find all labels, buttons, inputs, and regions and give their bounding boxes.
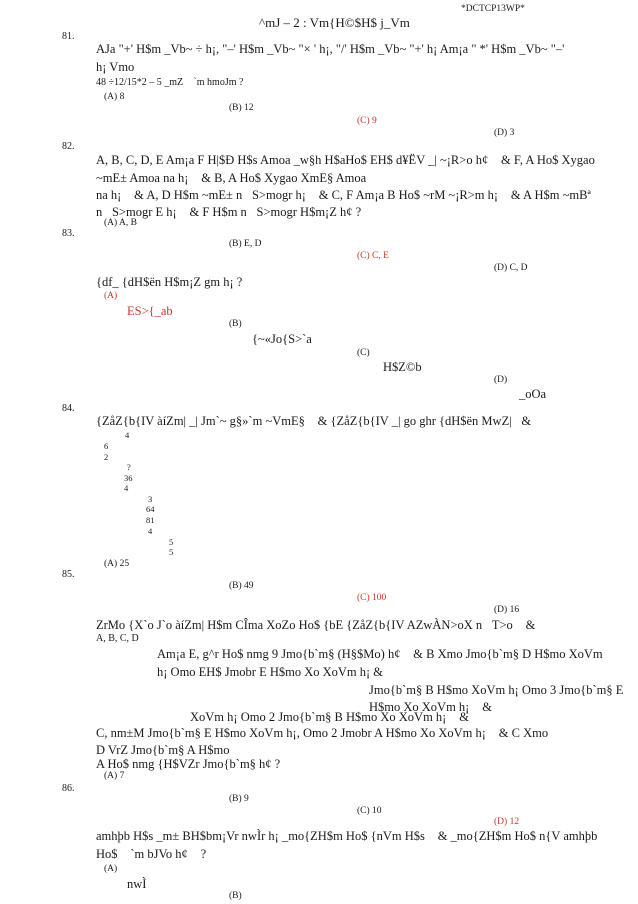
- question-text: h¡ Omo EH$ Jmobr E H$mo Xo XoVm h¡ &: [157, 665, 384, 679]
- figure-digit: ?: [127, 462, 131, 472]
- question-number: 85.: [62, 569, 75, 580]
- question-text: h¡ Vmo: [96, 60, 135, 74]
- option-d-label[interactable]: (D): [494, 375, 508, 385]
- figure-digit: 64: [146, 504, 155, 514]
- figure-digit: 5: [169, 547, 174, 557]
- question-text: A, B, C, D: [96, 633, 139, 644]
- figure-digit: 4: [124, 483, 129, 493]
- option-d[interactable]: (D) 3: [494, 128, 515, 138]
- page-title: ^mJ – 2 : Vm{H©$H$ j_Vm: [259, 15, 410, 30]
- question-text: Ho$  `m bJVo h¢  ?: [96, 847, 207, 861]
- option-a-label[interactable]: (A): [104, 291, 118, 301]
- option-c-label[interactable]: (C): [357, 348, 370, 358]
- option-a-text[interactable]: ES>{_ab: [127, 304, 173, 318]
- question-text: Am¡a E, g^r Ho$ nmg 9 Jmo{b`m§ (H§$Mo) h¢  & B Xmo Jmo{b`m§ D H$mo XoVm: [157, 647, 603, 661]
- question-text: C, nm±M Jmo{b`m§ E H$mo XoVm h¡, Omo 2 Jmobr A H$mo Xo XoVm h¡  & C Xmo: [96, 726, 549, 740]
- question-text: amhþb H$s _m± BH$bm¡Vr nwÌr h¡ _mo{ZH$m Ho$ {nVm H$s  & _mo{ZH$m Ho$ n{V amhþb: [96, 829, 598, 843]
- question-text: AJa "+' H$m _Vb~ ÷ h¡, "–' H$m _Vb~ "× ' h¡, "/' H$m _Vb~ "+' h¡ Am¡a " *' H$m _Vb~ "–': [96, 42, 565, 56]
- question-text: D VrZ Jmo{b`m§ A H$mo: [96, 743, 230, 757]
- question-text: {df_ {dH$ën H$m¡Z gm h¡ ?: [96, 275, 243, 289]
- option-b[interactable]: (B) E, D: [229, 239, 262, 249]
- figure-digit: 81: [146, 515, 155, 525]
- option-d[interactable]: (D) 16: [494, 605, 520, 615]
- option-b[interactable]: (B) 9: [229, 794, 249, 804]
- question-text: ZrMo {X`o J`o àíZm| H$m CÎma XoZo Ho$ {bE {ZåZ{b{IV AZwÀN>oX n T>o  &: [96, 618, 536, 632]
- option-c[interactable]: (C) 100: [357, 593, 387, 603]
- option-b[interactable]: (B) 12: [229, 103, 254, 113]
- question-text: A Ho$ nmg {H$VZr Jmo{b`m§ h¢ ?: [96, 757, 281, 771]
- question-text: n S>mogr E h¡  & F H$m n S>mogr H$m¡Z h¢ ?: [96, 205, 362, 219]
- option-c[interactable]: (C) 10: [357, 806, 382, 816]
- option-b-label[interactable]: (B): [229, 891, 242, 901]
- figure-digit: 3: [148, 494, 153, 504]
- option-b-text[interactable]: {~«Jo{S>`a: [252, 332, 312, 346]
- question-text: A, B, C, D, E Am¡a F H|$Ð H$s Amoa _w§h H$aHo$ EH$ d¥ËV _| ~¡R>o h¢  & F, A Ho$ Xygao: [96, 153, 595, 167]
- option-a[interactable]: (A) A, B: [104, 218, 137, 228]
- figure-digit: 2: [104, 452, 109, 462]
- question-text: Jmo{b`m§ B H$mo XoVm h¡ Omo 3 Jmo{b`m§ E: [369, 683, 624, 697]
- figure-digit: 5: [169, 537, 174, 547]
- question-number: 81.: [62, 31, 75, 42]
- question-text: XoVm h¡ Omo 2 Jmo{b`m§ B H$mo Xo XoVm h¡  &: [190, 710, 469, 724]
- question-text: H$mo Xo XoVm h¡  &: [369, 700, 492, 714]
- option-c[interactable]: (C) 9: [357, 116, 377, 126]
- booklet-code: *DCTCP13WP*: [461, 4, 525, 14]
- question-number: 83.: [62, 228, 75, 239]
- figure-digit: 6: [104, 441, 109, 451]
- option-a-label[interactable]: (A): [104, 864, 118, 874]
- option-a-text[interactable]: nwÌ: [127, 877, 147, 891]
- question-text: 48 ÷12/15*2 – 5 _mZ  `m hmoJm ?: [96, 77, 244, 88]
- option-b-label[interactable]: (B): [229, 319, 242, 329]
- question-text: ~mE± Amoa na h¡  & B, A Ho$ Xygao XmE§ Amoa: [96, 171, 367, 185]
- figure-digit: 36: [124, 473, 133, 483]
- option-a[interactable]: (A) 25: [104, 559, 130, 569]
- option-d-text[interactable]: _oOa: [519, 387, 547, 401]
- figure-digit: 4: [148, 526, 153, 536]
- option-a[interactable]: (A) 7: [104, 771, 125, 781]
- question-number: 82.: [62, 141, 75, 152]
- option-b[interactable]: (B) 49: [229, 581, 254, 591]
- option-a[interactable]: (A) 8: [104, 92, 125, 102]
- figure-digit: 4: [125, 430, 130, 440]
- option-c[interactable]: (C) C, E: [357, 251, 389, 261]
- question-text: na h¡  & A, D H$m ~mE± n S>mogr h¡  & C, F Am¡a B Ho$ ~rM ~¡R>m h¡  & A H$m ~mBª: [96, 188, 591, 202]
- option-c-text[interactable]: H$Z©b: [383, 360, 422, 374]
- question-number: 84.: [62, 403, 75, 414]
- option-d[interactable]: (D) 12: [494, 817, 520, 827]
- question-text: {ZåZ{b{IV àíZm| _| Jm`~ g§»`m ~VmE§  & {ZåZ{b{IV _| go ghr {dH$ën MwZ| &: [96, 414, 532, 428]
- question-number: 86.: [62, 783, 75, 794]
- option-d[interactable]: (D) C, D: [494, 263, 528, 273]
